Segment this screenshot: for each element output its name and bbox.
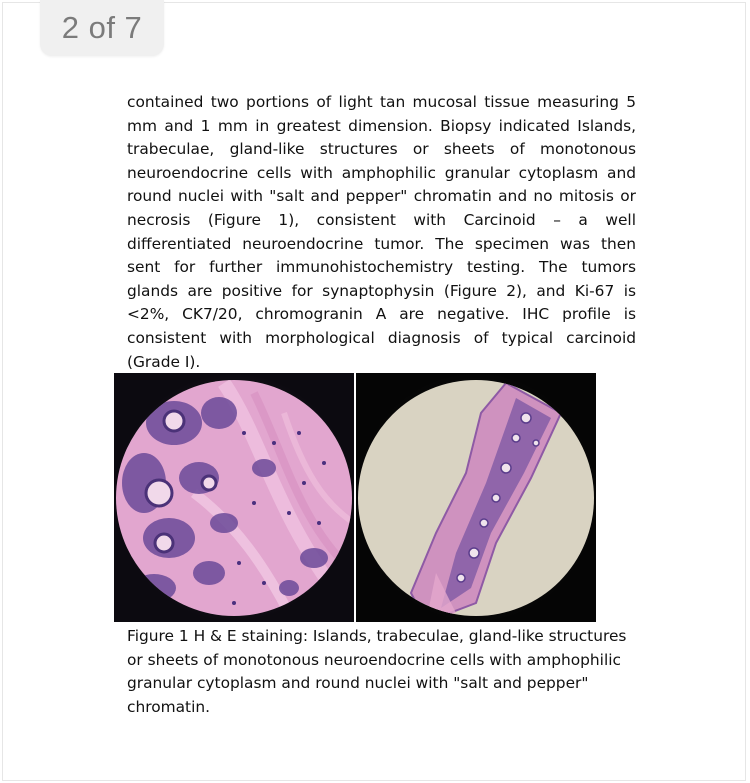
figure-1 — [114, 373, 597, 622]
page-indicator: 2 of 7 — [40, 0, 164, 56]
figure-caption: Figure 1 H & E staining: Islands, trabeculae, gland-like structures or sheets of monotonous neuroendocrine cells with amphophilic granular cytoplasm and round nuclei with "salt and pepper" chromatin. — [127, 627, 627, 716]
micrograph-low-power — [356, 373, 596, 622]
body-paragraph: contained two portions of light tan mucosal tissue measuring 5 mm and 1 mm in greatest dimension. Biopsy indicated Islands, trabeculae, gland-like structures or sheets of monotonous neuroendocrine cells with amphophilic granular cytoplasm and round nuclei with "salt and pepper" chromatin and no mitosis or necrosis (Figure 1), consistent with Carcinoid – a well differentiated neuroendocrine tumor. The specimen was then sent for further immunohistochemistry testing. The tumors glands are positive for synaptophysin (Figure 2), and Ki-67 is <2%, CK7/20, chromogranin A are negative. IHC profile is consistent with morphological diagnosis of typical carcinoid (Grade I). — [127, 93, 636, 371]
micrograph-high-power — [114, 373, 354, 622]
